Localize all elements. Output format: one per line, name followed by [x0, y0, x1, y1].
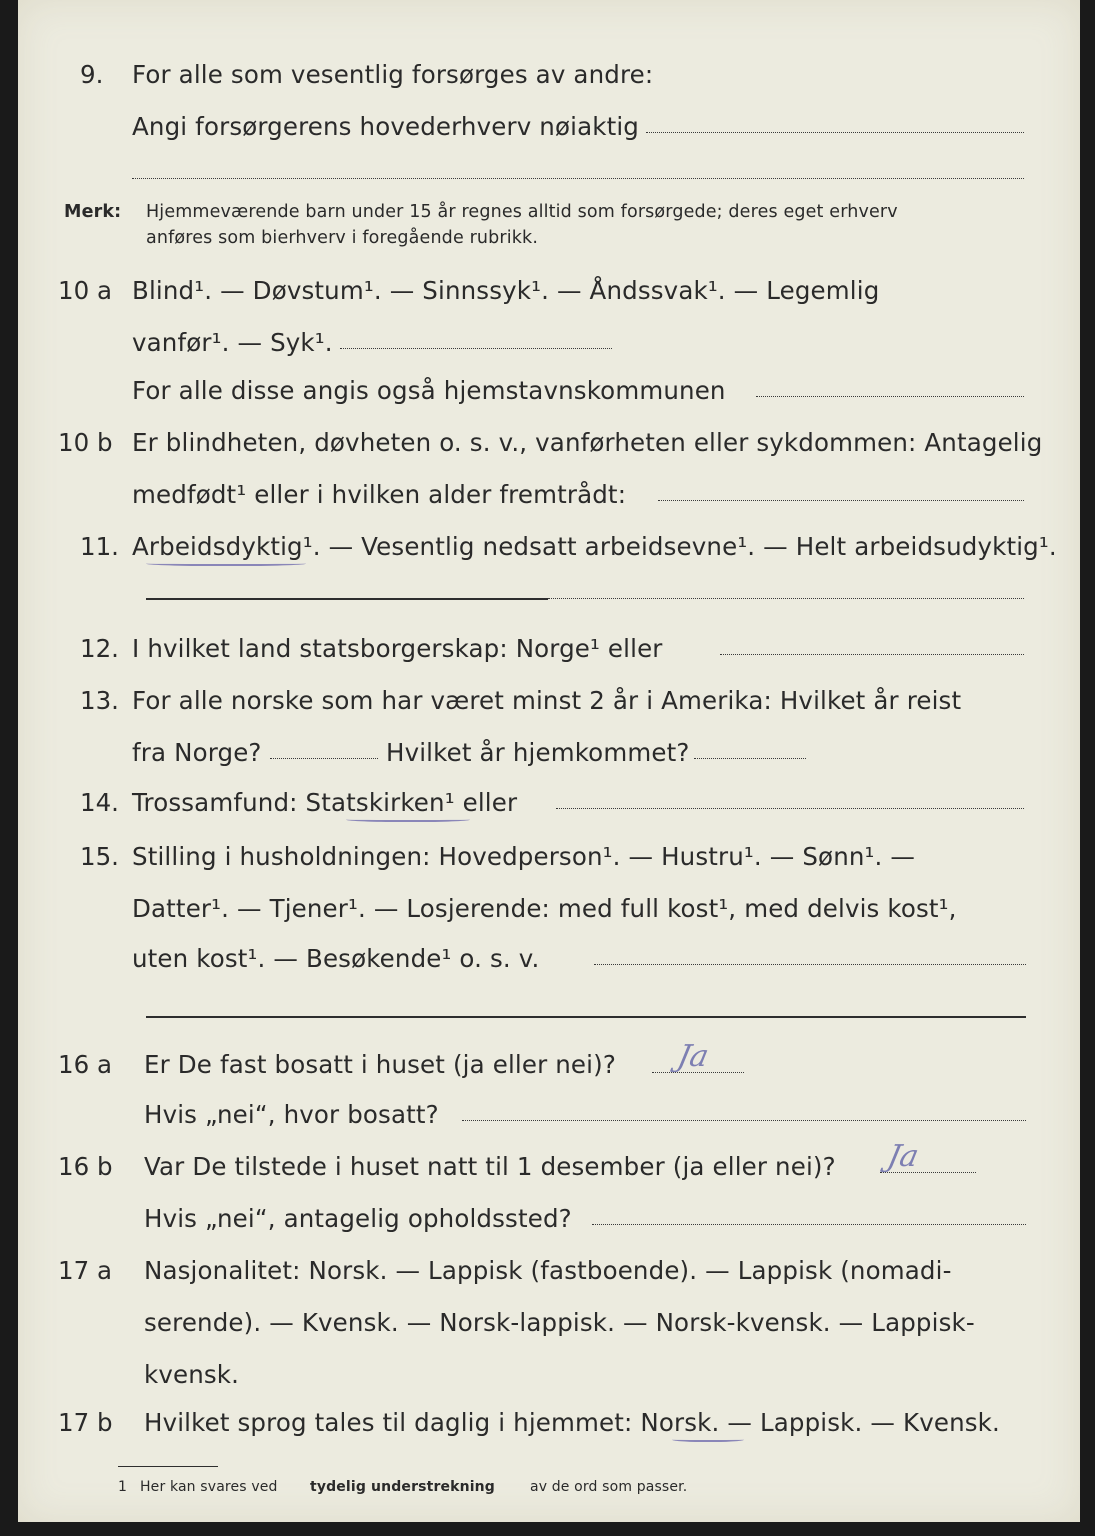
q11-number: 11.: [80, 532, 119, 561]
footnote-text-b: tydelig understrekning: [310, 1479, 495, 1495]
q16a-answer-line: [652, 1072, 744, 1073]
footnote-mark: 1: [118, 1479, 128, 1495]
q16b-text-2: Hvis „nei“, antagelig opholdssted?: [144, 1204, 572, 1233]
q14-answer-line: [556, 808, 1024, 809]
q16b-handwritten-answer: Ja: [884, 1139, 922, 1174]
footnote-text-c: av de ord som passer.: [530, 1479, 688, 1495]
q16b-number: 16 b: [58, 1152, 113, 1181]
q17b-number: 17 b: [58, 1408, 113, 1437]
q12-text: I hvilket land statsborgerskap: Norge¹ eller: [132, 634, 663, 663]
section-rule: [146, 1016, 1026, 1018]
q11-text: Arbeidsdyktig¹. — Vesentlig nedsatt arbeidsevne¹. — Helt arbeidsudyktig¹.: [132, 532, 1057, 561]
q17a-text: Nasjonalitet: Norsk. — Lappisk (fastboende). — Lappisk (nomadi-: [144, 1256, 952, 1285]
q11-answer-line: [548, 598, 1024, 599]
q15-text-3: uten kost¹. — Besøkende¹ o. s. v.: [132, 944, 540, 973]
footnote-rule: [118, 1466, 218, 1467]
footnote-text-a: Her kan svares ved: [140, 1479, 278, 1495]
q15-answer-line: [594, 964, 1026, 965]
q12-answer-line: [720, 654, 1024, 655]
q12-number: 12.: [80, 634, 119, 663]
q9-answer-line: [646, 132, 1024, 133]
q10b-text-2: medfødt¹ eller i hvilken alder fremtrådt:: [132, 480, 627, 509]
q10b-number: 10 b: [58, 428, 113, 457]
q16a-text-2: Hvis „nei“, hvor bosatt?: [144, 1100, 439, 1129]
q10a-answer-line: [340, 348, 612, 349]
q17a-text-3: kvensk.: [144, 1360, 240, 1389]
q13-text-2b: Hvilket år hjemkommet?: [386, 738, 690, 767]
q13-answer-line-b: [694, 758, 806, 759]
q16a-text: Er De fast bosatt i huset (ja eller nei)?: [144, 1050, 616, 1079]
q16b-answer-line: [880, 1172, 976, 1173]
q15-text-2: Datter¹. — Tjener¹. — Losjerende: med full kost¹, med delvis kost¹,: [132, 894, 957, 923]
q16a-handwritten-answer: Ja: [674, 1039, 712, 1074]
q16b-answer-line-2: [592, 1224, 1026, 1225]
q17a-text-2: serende). — Kvensk. — Norsk-lappisk. — Norsk-kvensk. — Lappisk-: [144, 1308, 975, 1337]
q15-number: 15.: [80, 842, 119, 871]
q10b-text: Er blindheten, døvheten o. s. v., vanførheten eller sykdommen: Antagelig: [132, 428, 1043, 457]
q10a-text: Blind¹. — Døvstum¹. — Sinnssyk¹. — Åndssvak¹. — Legemlig: [132, 276, 880, 305]
q10a-answer-line-2: [756, 396, 1024, 397]
q15-text: Stilling i husholdningen: Hovedperson¹. — Hustru¹. — Sønn¹. —: [132, 842, 916, 871]
pencil-underline-norsk: [672, 1436, 744, 1442]
q16b-text: Var De tilstede i huset natt til 1 desember (ja eller nei)?: [144, 1152, 836, 1181]
merk-text-2: anføres som bierhverv i foregående rubrikk.: [146, 228, 539, 248]
pencil-underline-arbeidsdyktig: [146, 560, 306, 566]
q13-text-2a: fra Norge?: [132, 738, 262, 767]
q9-text-2: Angi forsørgerens hovederhverv nøiaktig: [132, 112, 639, 141]
merk-text: Hjemmeværende barn under 15 år regnes alltid som forsørgede; deres eget erhverv: [146, 202, 898, 222]
q17a-number: 17 a: [58, 1256, 112, 1285]
q16a-number: 16 a: [58, 1050, 112, 1079]
q10a-text-3: For alle disse angis også hjemstavnskommunen: [132, 376, 726, 405]
q13-text: For alle norske som har været minst 2 år i Amerika: Hvilket år reist: [132, 686, 962, 715]
q17b-text: Hvilket sprog tales til daglig i hjemmet: Norsk. — Lappisk. — Kvensk.: [144, 1408, 1000, 1437]
census-form-page: [18, 0, 1080, 1522]
q13-number: 13.: [80, 686, 119, 715]
q11-answer-rule: [146, 598, 548, 600]
q13-answer-line-a: [270, 758, 378, 759]
q10b-answer-line: [658, 500, 1024, 501]
q10a-text-2: vanfør¹. — Syk¹.: [132, 328, 333, 357]
q14-number: 14.: [80, 788, 119, 817]
q16a-answer-line-2: [462, 1120, 1026, 1121]
q10a-number: 10 a: [58, 276, 112, 305]
merk-label: Merk:: [64, 202, 122, 222]
q9-text: For alle som vesentlig forsørges av andre:: [132, 60, 654, 89]
q14-text: Trossamfund: Statskirken¹ eller: [132, 788, 518, 817]
q9-answer-line-2: [132, 178, 1024, 179]
q9-number: 9.: [80, 60, 104, 89]
pencil-underline-statskirken: [346, 816, 470, 822]
